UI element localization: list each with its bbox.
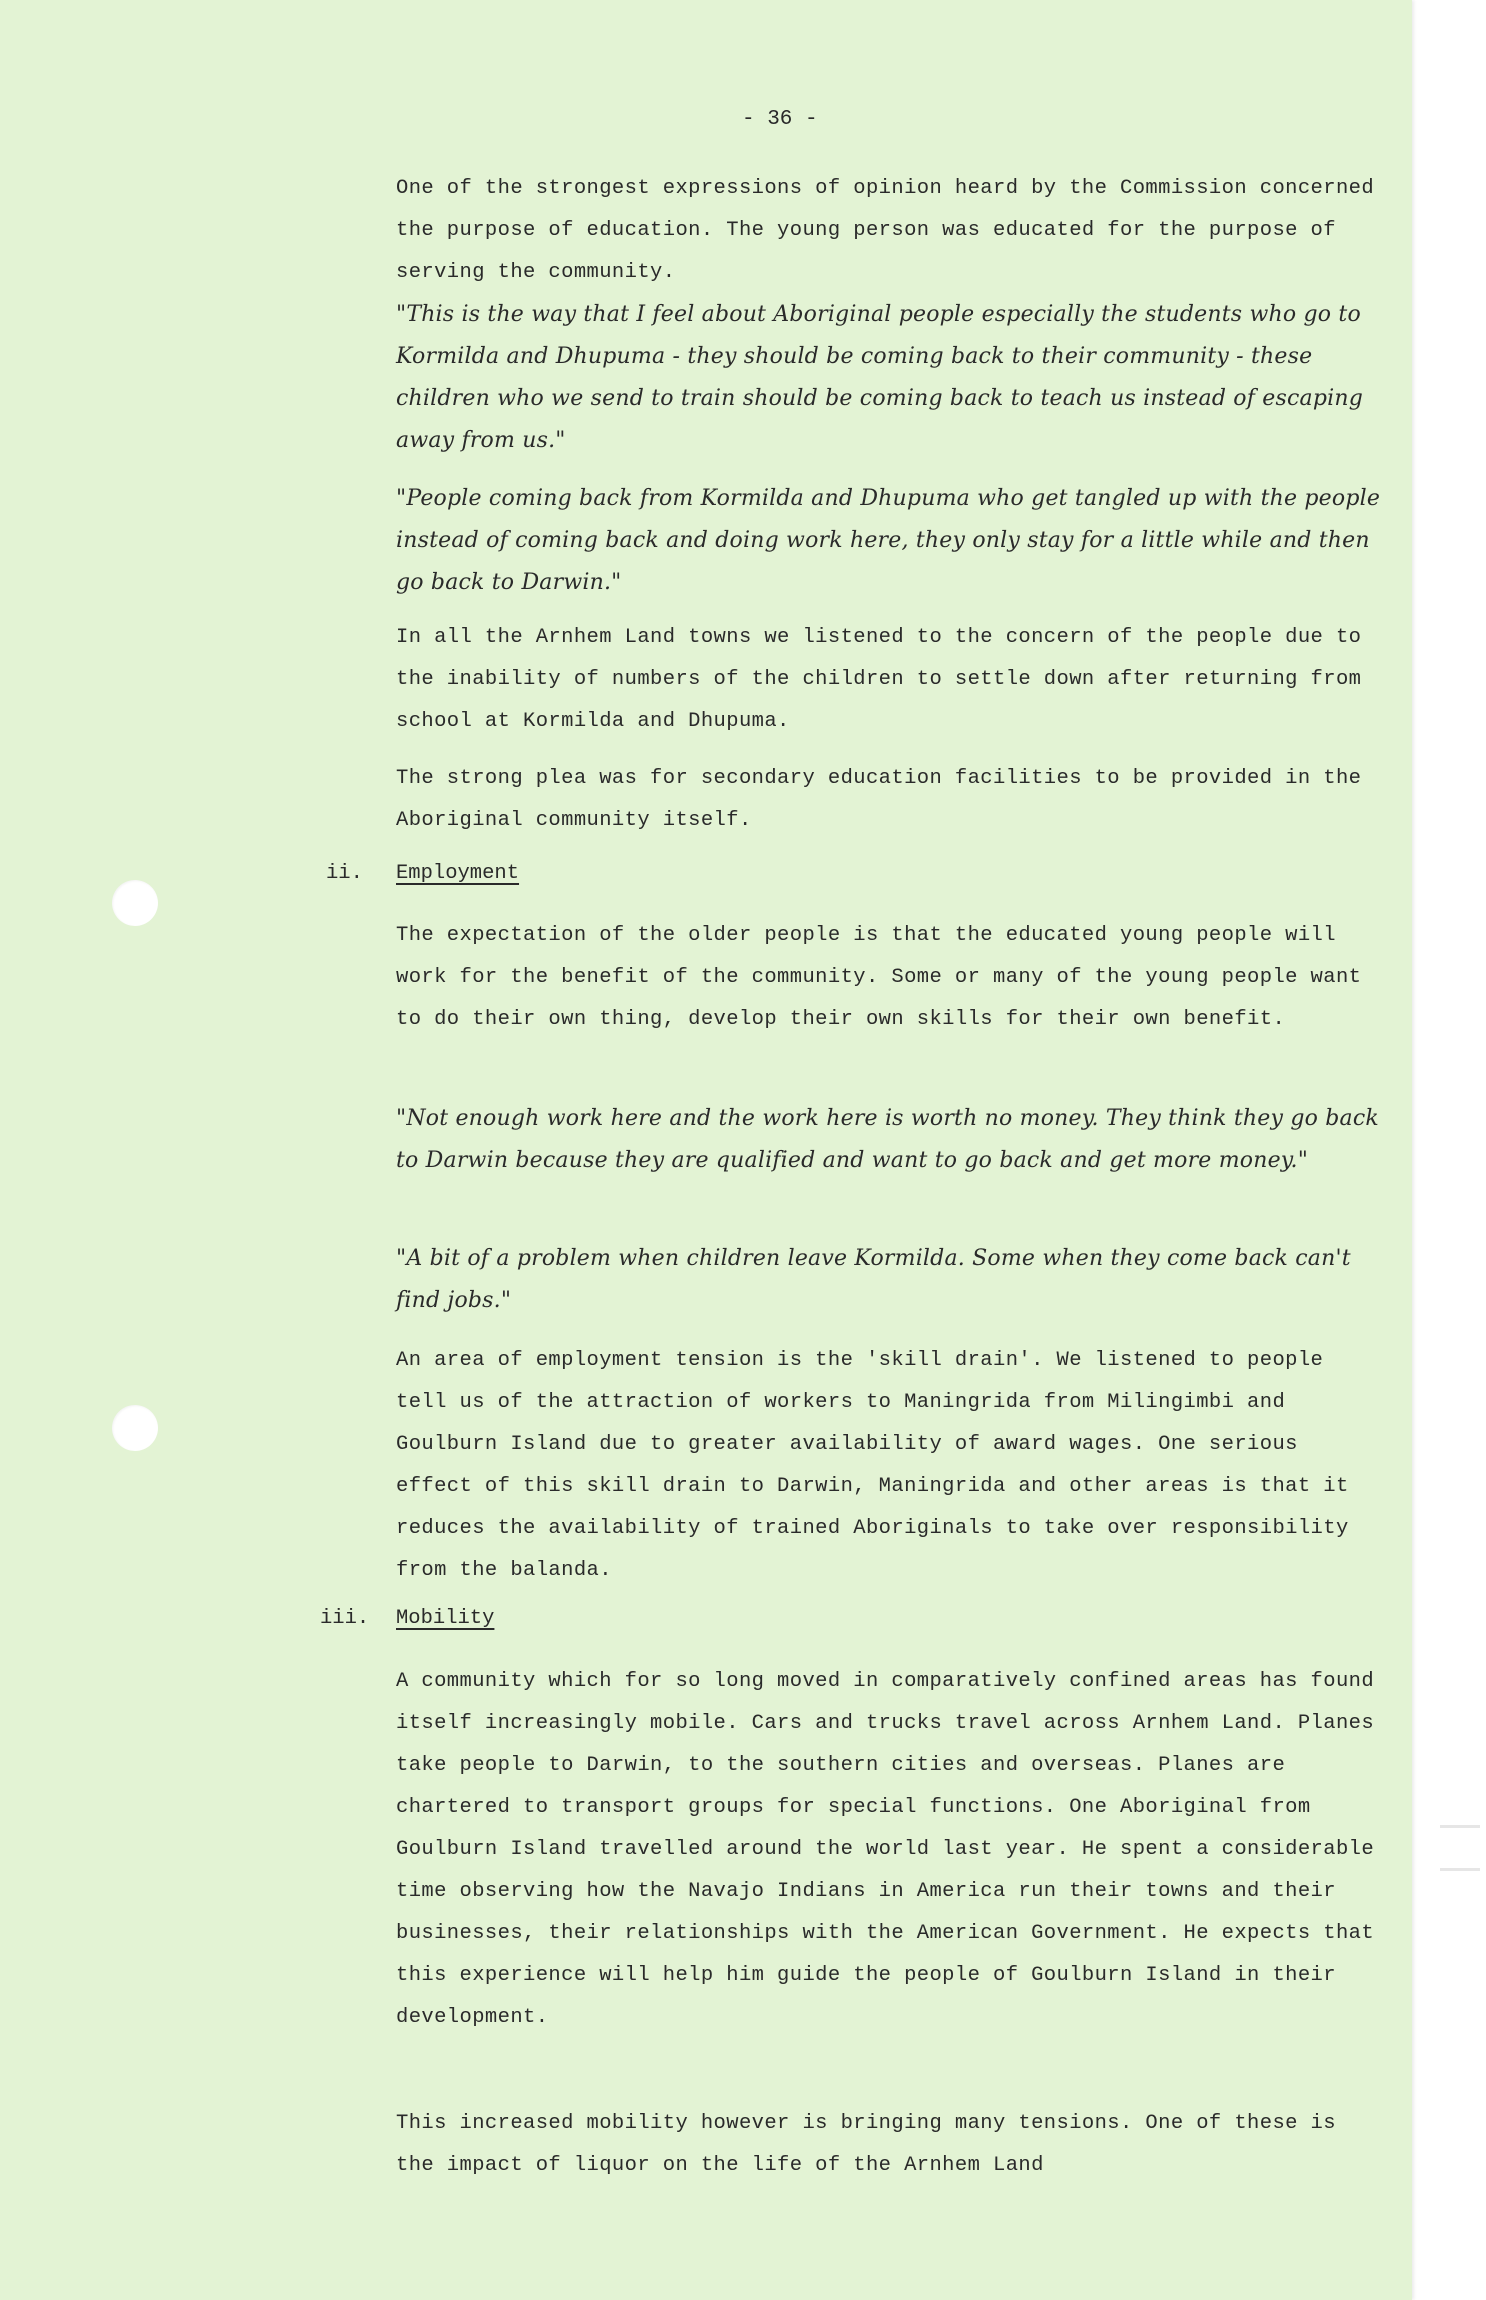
- section-number-mobility: iii.: [320, 1607, 370, 1630]
- quote-people-coming-back: "People coming back from Kormilda and Dhupuma who get tangled up with the people instead of coming back and doing work here, they only stay for a little while and then go back to Darwin.": [396, 486, 1381, 595]
- employment-paragraph-1: The expectation of the older people is that the educated young people will work for the benefit of the community. Some or many of the young people want to do their own thing, develop their own skills for their own benefit.: [396, 924, 1362, 1031]
- section-number-employment: ii.: [326, 862, 363, 885]
- employment-quote-not-enough-work: "Not enough work here and the work here is worth no money. They think they go back to Darwin because they are qualified and want to go back and get more money.": [396, 1106, 1379, 1173]
- page-number: - 36 -: [742, 108, 818, 131]
- section-title-employment: Employment: [396, 862, 520, 885]
- paragraph-strong-plea: The strong plea was for secondary education facilities to be provided in the Aboriginal community itself.: [396, 767, 1362, 832]
- punch-hole: [112, 1405, 158, 1451]
- edge-mark: [1440, 1868, 1480, 1871]
- mobility-paragraph-1: A community which for so long moved in comparatively confined areas has found itself increasingly mobile. Cars and trucks travel across Arnhem Land. Planes take people to Darwin, to the southern cities and overseas. Planes are chartered to transport groups for special functions. One Aboriginal from Goulburn Island travelled around the world last year. He spent a considerable time observing how the Navajo Indians in America run their towns and their businesses, their relationships with the American Government. He expects that this experience will help him guide the people of Goulburn Island in their development.: [396, 1670, 1375, 2029]
- section-title-mobility: Mobility: [396, 1607, 495, 1630]
- employment-paragraph-skill-drain: An area of employment tension is the 'skill drain'. We listened to people tell us of the attraction of workers to Maningrida from Milingimbi and Goulburn Island due to greater availability of award wages. One serious effect of this skill drain to Darwin, Maningrida and other areas is that it reduces the availability of trained Aboriginals to take over responsibility from the balanda.: [396, 1349, 1349, 1582]
- punch-hole: [112, 880, 158, 926]
- quote-students-coming-back: "This is the way that I feel about Aboriginal people especially the students who go to Kormilda and Dhupuma - they should be coming back to their community - these children who we send to train should be coming back to teach us instead of escaping away from us.": [396, 302, 1364, 453]
- mobility-paragraph-2: This increased mobility however is bringing many tensions. One of these is the impact of liquor on the life of the Arnhem Land: [396, 2112, 1336, 2177]
- paragraph-arnhem-towns: In all the Arnhem Land towns we listened to the concern of the people due to the inability of numbers of the children to settle down after returning from school at Kormilda and Dhupuma.: [396, 626, 1362, 733]
- edge-mark: [1440, 1825, 1480, 1828]
- intro-paragraph: One of the strongest expressions of opinion heard by the Commission concerned the purpose of education. The young person was educated for the purpose of serving the community.: [396, 177, 1375, 284]
- employment-quote-kormilda: "A bit of a problem when children leave Kormilda. Some when they come back can't find jobs.": [396, 1246, 1351, 1313]
